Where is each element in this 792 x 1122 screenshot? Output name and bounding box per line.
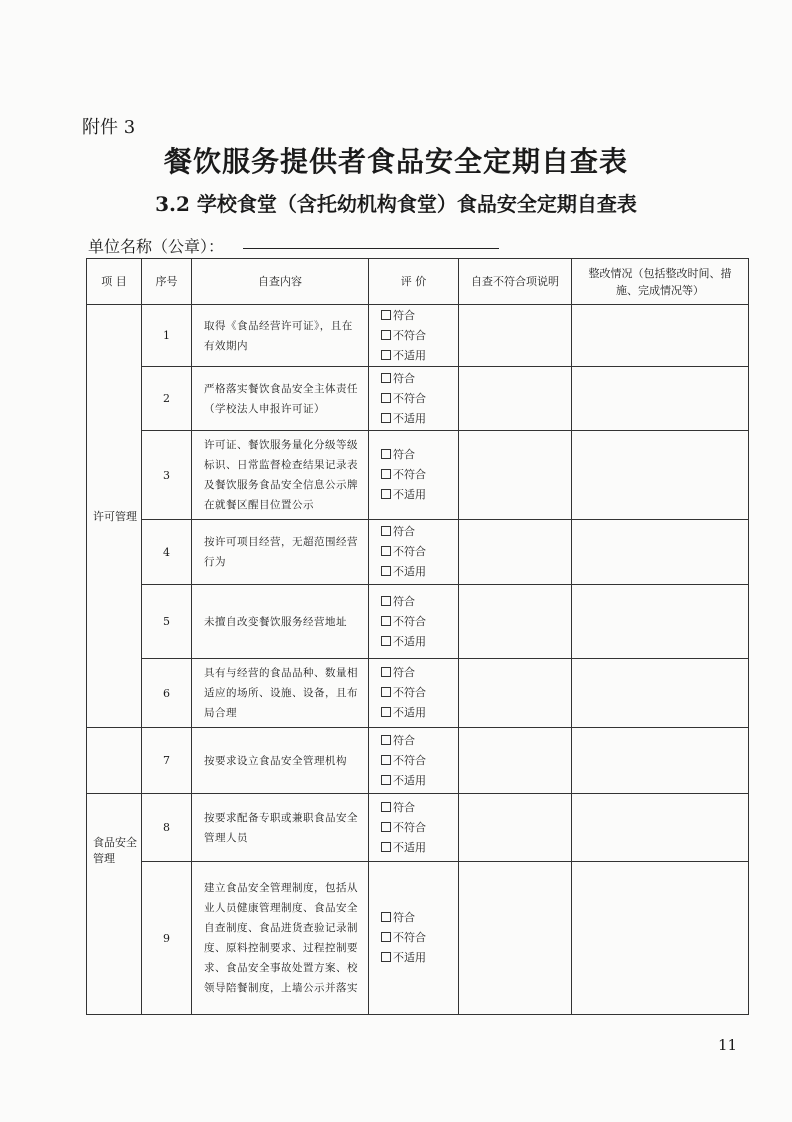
evaluation-option-label: 不适用: [393, 565, 426, 578]
evaluation-option-label: 符合: [393, 733, 415, 747]
checkbox-icon[interactable]: [381, 687, 391, 697]
checkbox-icon[interactable]: [381, 566, 391, 576]
evaluation-cell: [369, 305, 459, 367]
noncompliance-cell[interactable]: [459, 520, 572, 585]
evaluation-option-label: 不符合: [393, 686, 426, 699]
checkbox-icon[interactable]: [381, 802, 391, 812]
seq-cell: 7: [142, 728, 192, 794]
unit-name-label: 单位名称（公章）：: [88, 237, 225, 256]
evaluation-option-label: 符合: [393, 525, 415, 538]
evaluation-cell: [369, 520, 459, 585]
noncompliance-cell[interactable]: [459, 659, 572, 728]
evaluation-option-label: 符合: [393, 308, 415, 322]
evaluation-option-label: 不适用: [393, 706, 426, 719]
rectification-cell[interactable]: [572, 585, 749, 659]
evaluation-option-label: 不适用: [393, 840, 426, 854]
rectification-cell[interactable]: [572, 794, 749, 862]
noncompliance-cell[interactable]: [459, 794, 572, 862]
evaluation-option[interactable]: [381, 928, 458, 948]
table-header-row: [87, 259, 749, 305]
rectification-cell[interactable]: [572, 520, 749, 585]
evaluation-option[interactable]: [381, 818, 458, 838]
evaluation-option-label: 符合: [393, 800, 415, 814]
checkbox-icon[interactable]: [381, 616, 391, 626]
checkbox-icon[interactable]: [381, 413, 391, 423]
unit-name-field-line: [243, 248, 499, 249]
evaluation-option[interactable]: [381, 683, 458, 703]
evaluation-cell: [369, 728, 459, 794]
evaluation-option-label: 不适用: [393, 488, 426, 501]
evaluation-option-label: 不适用: [393, 348, 426, 362]
content-cell: 按要求设立食品安全管理机构: [192, 728, 369, 794]
noncompliance-cell[interactable]: [459, 585, 572, 659]
rectification-cell[interactable]: [572, 431, 749, 520]
checkbox-icon[interactable]: [381, 489, 391, 499]
evaluation-cell: [369, 367, 459, 431]
evaluation-option-label: 符合: [393, 594, 415, 608]
checkbox-icon[interactable]: [381, 596, 391, 606]
evaluation-option[interactable]: [381, 838, 458, 858]
header-evaluation: 评 价: [369, 259, 459, 305]
header-content: 自查内容: [192, 259, 369, 305]
checkbox-icon[interactable]: [381, 330, 391, 340]
evaluation-option-label: 不符合: [393, 820, 426, 834]
checkbox-icon[interactable]: [381, 932, 391, 942]
content-cell: 取得《食品经营许可证》，且在有效期内: [192, 305, 369, 367]
evaluation-option-label: 不适用: [393, 634, 426, 648]
evaluation-option-label: 不符合: [393, 468, 426, 481]
evaluation-option[interactable]: [381, 409, 458, 429]
evaluation-option[interactable]: [381, 948, 458, 968]
evaluation-option[interactable]: [381, 771, 458, 791]
rectification-cell[interactable]: [572, 659, 749, 728]
evaluation-option-label: 不符合: [393, 931, 426, 944]
seq-cell: 1: [142, 305, 192, 367]
checkbox-icon[interactable]: [381, 449, 391, 459]
evaluation-option[interactable]: [381, 485, 458, 505]
checkbox-icon[interactable]: [381, 755, 391, 765]
checkbox-icon[interactable]: [381, 469, 391, 479]
project-cell: 许可管理: [87, 305, 142, 728]
project-cell: [87, 728, 142, 794]
evaluation-option[interactable]: [381, 369, 458, 389]
checkbox-icon[interactable]: [381, 667, 391, 677]
table-row: [87, 367, 749, 431]
evaluation-option-label: 符合: [393, 371, 415, 385]
evaluation-cell: [369, 794, 459, 862]
content-cell: 按许可项目经营，无超范围经营行为: [192, 520, 369, 585]
evaluation-option[interactable]: [381, 798, 458, 818]
content-cell: 许可证、餐饮服务量化分级等级标识、日常监督检查结果记录表及餐饮服务食品安全信息公示牌在就餐区醒目位置公示: [192, 431, 369, 520]
content-cell: 按要求配备专职或兼职食品安全管理人员: [192, 794, 369, 862]
page-title: 餐饮服务提供者食品安全定期自查表: [163, 145, 628, 178]
evaluation-option[interactable]: [381, 703, 458, 723]
noncompliance-cell[interactable]: [459, 305, 572, 367]
rectification-cell[interactable]: [572, 862, 749, 1015]
evaluation-option[interactable]: [381, 346, 458, 366]
evaluation-option-label: 符合: [393, 448, 415, 461]
seq-cell: 2: [142, 367, 192, 431]
evaluation-option[interactable]: [381, 663, 458, 683]
checkbox-icon[interactable]: [381, 636, 391, 646]
rectification-cell[interactable]: [572, 728, 749, 794]
seq-cell: 3: [142, 431, 192, 520]
content-cell: 未擅自改变餐饮服务经营地址: [192, 585, 369, 659]
seq-cell: 6: [142, 659, 192, 728]
checkbox-icon[interactable]: [381, 350, 391, 360]
table-row: [87, 520, 749, 585]
rectification-cell[interactable]: [572, 367, 749, 431]
attachment-label: 附件 3: [82, 117, 136, 138]
checkbox-icon[interactable]: [381, 775, 391, 785]
evaluation-option-label: 不符合: [393, 753, 426, 767]
evaluation-option[interactable]: [381, 306, 458, 326]
seq-cell: 4: [142, 520, 192, 585]
checkbox-icon[interactable]: [381, 526, 391, 536]
header-rectification: 整改情况（包括整改时间、措施、完成情况等）: [572, 259, 749, 305]
evaluation-option[interactable]: [381, 465, 458, 485]
evaluation-option-label: 不符合: [393, 391, 426, 405]
page-subtitle: 3.2 学校食堂（含托幼机构食堂）食品安全定期自查表: [155, 192, 637, 216]
header-seq: 序号: [142, 259, 192, 305]
table-row: [87, 794, 749, 862]
rectification-cell[interactable]: [572, 305, 749, 367]
evaluation-cell: [369, 585, 459, 659]
checkbox-icon[interactable]: [381, 546, 391, 556]
noncompliance-cell[interactable]: [459, 728, 572, 794]
evaluation-option[interactable]: [381, 542, 458, 562]
seq-cell: 9: [142, 862, 192, 1015]
content-cell: 具有与经营的食品品种、数量相适应的场所、设施、设备，且布局合理: [192, 659, 369, 728]
checkbox-icon[interactable]: [381, 393, 391, 403]
evaluation-option[interactable]: [381, 731, 458, 751]
evaluation-option-label: 不适用: [393, 773, 426, 787]
evaluation-option-label: 不适用: [393, 411, 426, 425]
evaluation-option[interactable]: [381, 389, 458, 409]
evaluation-option-label: 不符合: [393, 328, 426, 342]
seq-cell: 5: [142, 585, 192, 659]
table-row: [87, 862, 749, 1015]
checkbox-icon[interactable]: [381, 373, 391, 383]
evaluation-option-label: 不适用: [393, 951, 426, 964]
header-noncompliance: 自查不符合项说明: [459, 259, 572, 305]
self-check-table: [86, 258, 749, 1015]
content-cell: 严格落实餐饮食品安全主体责任（学校法人申报许可证）: [192, 367, 369, 431]
table-row: [87, 431, 749, 520]
evaluation-option-label: 符合: [393, 911, 415, 924]
evaluation-option-label: 符合: [393, 666, 415, 679]
seq-cell: 8: [142, 794, 192, 862]
checkbox-icon[interactable]: [381, 912, 391, 922]
noncompliance-cell[interactable]: [459, 862, 572, 1015]
evaluation-option-label: 不符合: [393, 545, 426, 558]
evaluation-cell: [369, 862, 459, 1015]
checkbox-icon[interactable]: [381, 952, 391, 962]
evaluation-cell: [369, 659, 459, 728]
evaluation-option-label: 不符合: [393, 614, 426, 628]
header-project: 项 目: [87, 259, 142, 305]
evaluation-option[interactable]: [381, 326, 458, 346]
noncompliance-cell[interactable]: [459, 431, 572, 520]
table-row: [87, 659, 749, 728]
table-row: [87, 305, 749, 367]
table-row: [87, 728, 749, 794]
evaluation-option[interactable]: [381, 908, 458, 928]
table-row: [87, 585, 749, 659]
checkbox-icon[interactable]: [381, 822, 391, 832]
checkbox-icon[interactable]: [381, 735, 391, 745]
content-cell: 建立食品安全管理制度，包括从业人员健康管理制度、食品安全自查制度、食品进货查验记录制度、原料控制要求、过程控制要求、食品安全事故处置方案、校领导陪餐制度，上墙公示并落实: [192, 862, 369, 1015]
project-cell: 食品安全管理: [87, 794, 142, 1015]
noncompliance-cell[interactable]: [459, 367, 572, 431]
checkbox-icon[interactable]: [381, 707, 391, 717]
evaluation-option[interactable]: [381, 612, 458, 632]
evaluation-cell: [369, 431, 459, 520]
evaluation-option[interactable]: [381, 562, 458, 582]
evaluation-option[interactable]: [381, 445, 458, 465]
evaluation-option[interactable]: [381, 592, 458, 612]
checkbox-icon[interactable]: [381, 310, 391, 320]
evaluation-option[interactable]: [381, 632, 458, 652]
evaluation-option[interactable]: [381, 751, 458, 771]
checkbox-icon[interactable]: [381, 842, 391, 852]
evaluation-option[interactable]: [381, 522, 458, 542]
page-number: 11: [718, 1036, 738, 1054]
